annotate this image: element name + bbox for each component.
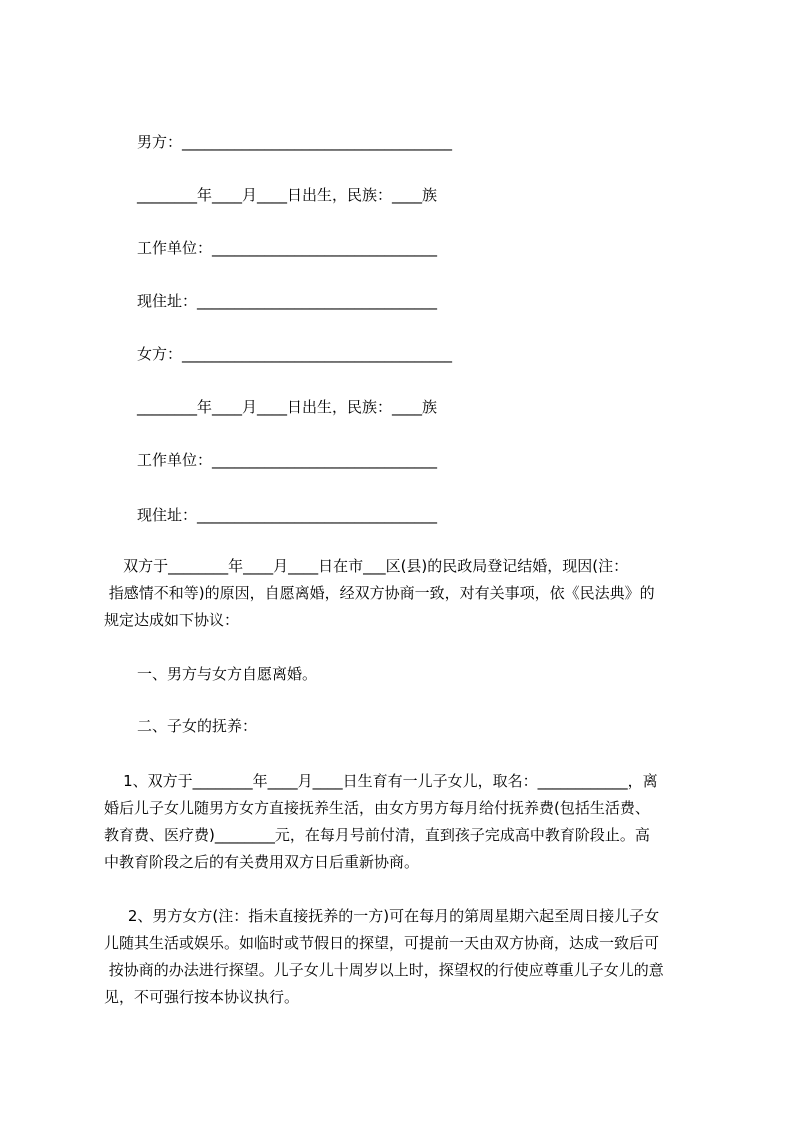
clause-two: 二、子女的抚养： <box>137 717 258 735</box>
male-name-line: 男方：____________________________________ <box>137 133 453 151</box>
visitation-paragraph <box>104 903 714 1011</box>
item-two-line: 2、男方女方(注：指未直接抚养的一方)可在每月的第周星期六起至周日接儿子女 <box>104 907 660 925</box>
male-address-line: 现住址：________________________________ <box>137 292 438 310</box>
male-work-line: 工作单位：______________________________ <box>137 239 438 257</box>
intro-line: 双方于________年____月____日在市___区(县)的民政局登记结婚，现因(注： <box>104 557 629 575</box>
intro-line: 规定达成如下协议： <box>104 611 240 629</box>
female-address-line: 现住址：________________________________ <box>137 506 438 524</box>
female-work-line: 工作单位：______________________________ <box>137 451 438 469</box>
female-name-line: 女方：____________________________________ <box>137 345 453 363</box>
item-one-line: 教育费、医疗费)________元，在每月号前付清，直到孩子完成高中教育阶段止。高 <box>104 826 650 844</box>
clause-one: 一、男方与女方自愿离婚。 <box>137 665 318 683</box>
item-one-line: 中教育阶段之后的有关费用双方日后重新协商。 <box>104 853 420 871</box>
item-two-line: 儿随其生活或娱乐。如临时或节假日的探望，可提前一天由双方协商，达成一致后可 <box>104 934 660 952</box>
item-one-line: 婚后儿子女儿随男方女方直接抚养生活，由女方男方每月给付抚养费(包括生活费、 <box>104 799 650 817</box>
child-support-paragraph <box>104 768 714 876</box>
intro-paragraph <box>104 553 714 634</box>
male-birth-line: ________年____月____日出生，民族：____族 <box>137 186 438 204</box>
item-two-line: 按协商的办法进行探望。儿子女儿十周岁以上时，探望权的行使应尊重儿子女儿的意 <box>104 961 664 979</box>
item-two-line: 见，不可强行按本协议执行。 <box>104 988 300 1006</box>
intro-line: 指感情不和等)的原因，自愿离婚，经双方协商一致，对有关事项，依《民法典》的 <box>104 584 655 602</box>
female-birth-line: ________年____月____日出生，民族：____族 <box>137 398 438 416</box>
item-one-line: 1、双方于________年____月____日生育有一儿子女儿，取名：____________，离 <box>104 772 658 790</box>
